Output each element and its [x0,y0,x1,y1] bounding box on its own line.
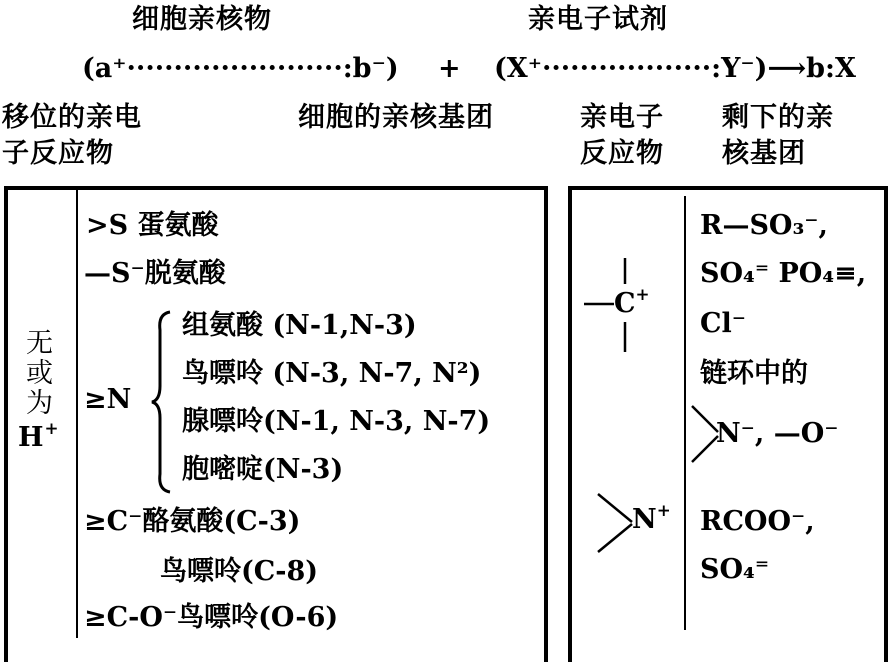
left-box-top-border [4,186,548,190]
right-box-divider [684,196,686,630]
side-label-1: 无 [26,328,54,359]
right-box-top-border [568,186,888,190]
side-label-h: H+ [18,418,60,453]
side-label-3: 为 [26,388,54,419]
col1-header-line2: 子反应物 [2,138,114,169]
nitrogen-bonds-icon [596,492,636,554]
nitrenium-label: N+ [632,500,671,535]
col3-header-line2: 反应物 [580,138,664,169]
row-methionine: >S 蛋氨酸 [86,210,219,241]
row-histidine: 组氨酸 (N-1,N-3) [182,310,417,341]
row-guanine-o6: ≥C-O⁻鸟嘌呤(O-6) [84,602,339,633]
left-box-divider [76,190,78,638]
leaving-ring-n-o: N⁻, —O⁻ [716,418,839,449]
right-box-right-border [884,186,888,662]
col4-header-line1: 剩下的亲 [722,102,834,133]
equation-lhs: (a⁺·······················:b⁻) [82,53,399,84]
leaving-ring-label: 链环中的 [700,358,808,389]
row-guanine-c8: 鸟嘌呤(C-8) [160,556,319,587]
left-box-left-border [4,186,8,662]
carbocation-label: C+ [614,284,650,319]
col1-header-line1: 移位的亲电 [2,102,142,133]
row-adenine-n: 腺嘌呤(N-1, N-3, N-7) [182,406,491,437]
n-group-label: ≥N [84,384,132,415]
row-cysteine: —S⁻脱氨酸 [84,258,226,289]
leaving-chloride: Cl⁻ [700,308,746,339]
side-label-2: 或 [26,358,54,389]
curly-brace-icon [150,310,174,494]
electrophile-heading: 亲电子试剂 [528,4,668,35]
col4-header-line2: 核基团 [722,138,806,169]
nucleophile-heading: 细胞亲核物 [132,4,272,35]
equation-plus: + [438,53,461,84]
col3-header-line1: 亲电子 [580,102,664,133]
col2-header: 细胞的亲核基团 [298,102,494,133]
leaving-sulfate-phosphate: SO₄⁼ PO₄≡, [700,258,867,289]
row-tyrosine: ≥C⁻酪氨酸(C-3) [84,506,301,537]
row-guanine-n: 鸟嘌呤 (N-3, N-7, N²) [182,358,482,389]
right-box-left-border [568,186,572,662]
left-box-right-border [544,186,548,662]
row-cytosine-n: 胞嘧啶(N-3) [182,454,344,485]
leaving-sulfonate: R—SO₃⁻, [700,210,828,241]
leaving-sulfate: SO₄⁼ [700,554,770,585]
equation-rhs: (X⁺··················:Y⁻)⟶b:X [494,53,856,84]
leaving-carboxylate: RCOO⁻, [700,506,815,537]
